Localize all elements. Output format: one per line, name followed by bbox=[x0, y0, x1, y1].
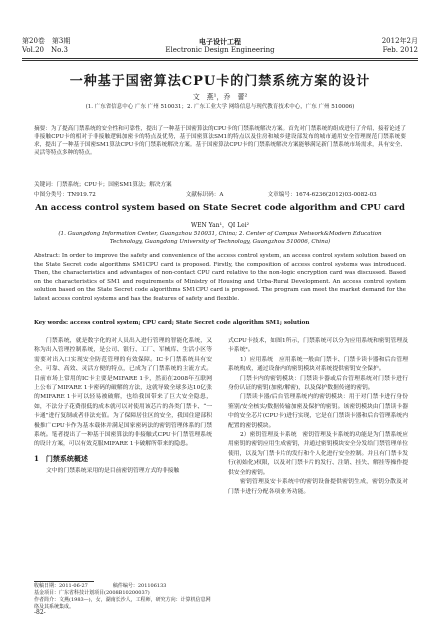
journal-date bbox=[382, 37, 418, 55]
footnotes bbox=[34, 583, 214, 611]
right-paragraph-5: 2）密钥管理及卡系统 密钥管理及卡系统的功能是为门禁系统应用密钥的密钥应用生成密钥，并通过密钥模块安全分发给门禁管理单位使用，以及为门禁卡片的发行和个人化进行安全控制。并且有门禁卡发行(初始化)权限，以及对门禁卡片的发行、注销、挂失、解挂等操作提供安全的密钥。 bbox=[228, 432, 408, 476]
right-paragraph-1: 式CPU卡技术，如图1所示，门禁系统可以分为应用系统和密钥管理及卡系统²。 bbox=[228, 338, 408, 354]
journal-name-cn: 电子设计工程 bbox=[199, 37, 241, 46]
keywords-cn: 关键词：门禁系统；CPU卡；国密SM1算法；解决方案 bbox=[34, 182, 172, 188]
right-paragraph-6: 密钥管理及安卡系统中的密钥设备提供密钥生成，密钥分散及对门禁卡进行分配各项业务功能。 bbox=[228, 479, 408, 495]
right-paragraph-2: 1）应用系统 应用系统一般由门禁卡、门禁卡读卡器和后台管理系统构成，通过设备内的密钥模块对系统提供密钥安全保护。 bbox=[228, 356, 408, 373]
cls-number: 中图分类号：TN919.72 bbox=[34, 192, 96, 198]
paper-affiliation: (1. 广东省信息中心 广东 广州 510031；2. 广东工业大学 网络信息与现代教育技术中心，广东 广州 510006) bbox=[85, 104, 355, 110]
paper-title: 一种基于国密算法CPU卡的门禁系统方案的设计 bbox=[69, 74, 371, 89]
abstract-cn: 摘要：为了提高门禁系统的安全性和可靠性，提出了一种基于国密算法的CPU卡的门禁系统解决方案。首先对门禁系统的组成进行了介绍，接着论述了非接触CPU卡的相对于非接触逻辑加密卡的特点及优势，基于国密算法SM1的特点以及住房和城乡建设部发布的城市通用安全管理规范门禁系统要求，提出了一种基于国密SM1算法CPU卡的门禁系统解决方案。基于国密算法CPU卡的门禁系统解决方案能够满足新门禁系统市场需求，具有安全、灵活等特点多种的特点。 bbox=[34, 126, 406, 156]
journal-name bbox=[140, 37, 300, 55]
journal-name-en: Electronic Design Engineering bbox=[165, 46, 275, 54]
paper-authors: 文 燕¹，乔 蕾² bbox=[192, 93, 248, 101]
header-rule-2 bbox=[22, 60, 418, 61]
section-heading: 1 门禁系统概述 bbox=[34, 453, 88, 463]
intro-paragraph: 门禁系统，就是数字化的对人员出入进行管理的智能化系统，又称为出入管理控制系统，是公司、银行、工厂、军械库、生活小区等需要对出入口实现安全防范管理的有效保障。IC卡门禁系统具有安全、可靠、高效、灵活方便的特点，已成为了门禁系统的主流方式。目前市场上常用的IC卡主要是MIFARE 1卡，然而在2008年互联网上公布了MIFARE 1卡密码的破解的方法，这就导致全球多达10亿张的MIFARE 1卡可以轻易被破解，也给我国带来了巨大安全隐患，如，不法分子花费很低的成本就可以对使用该芯片的各类门禁卡、“一卡通”进行复制或者非法充值。为了保障居住区的安全，我国住建部积极推广CPU卡作为基本载体并满足国家密码法的密钥管理体系的门禁系统。笔者提出了一种基于国密算法的非接触式CPU卡门禁管理系统的设计方案，可以有效克服MIFARE 1卡破解所带来的隐患。 bbox=[34, 338, 212, 448]
english-affiliation: (1. Guangdong Information Center, Guangzhou 510031, China; 2. Center of Campus Network&Modern Education Technology, Guangdong University of Technology, Guangzhou 510006, China) bbox=[58, 231, 382, 245]
volume-cn: 第20卷 第3期 bbox=[22, 37, 71, 45]
body-column-right bbox=[228, 337, 408, 497]
right-paragraph-3: 门禁卡内的密钥模块：门禁读卡器或后台管理系统对门禁卡进行身份认证的密钥(加密/解密)，以及保护数据传递的密钥。 bbox=[228, 375, 408, 392]
right-paragraph-4: 门禁读卡器/后台管理系统内的密钥模块：用于对门禁卡进行身份鉴别/安全核实/数据传输加密及保护的密钥。该密钥模块由门禁读卡器中的安全芯片(CPU卡)进行实现，它是在门禁读卡器和后台管理系统内配置的密钥模块。 bbox=[228, 394, 408, 429]
received-date: 收稿日期：2011-06-27 稿件编号：201106133 bbox=[34, 583, 167, 589]
section-paragraph: 文中的门禁系统采用的是目前密钥管理方式的非接触 bbox=[46, 468, 180, 475]
english-title: An access control system based on State Secret code algorithm and CPU card bbox=[35, 203, 405, 213]
fund-project: 基金项目：广东省科技计划项目(2008B10200037) bbox=[34, 590, 150, 596]
date-cn: 2012年2月 bbox=[381, 37, 418, 45]
body-column-left bbox=[34, 337, 212, 477]
english-keywords: Key words: access control system; CPU card; State Secret code algorithm SM1; solution bbox=[34, 320, 310, 326]
page-number: -82- bbox=[34, 609, 46, 616]
english-authors: WEN Yan¹，QI Lei² bbox=[190, 222, 250, 229]
author-bio: 作者简介：文燕(1983—)，女，湖南长沙人，工程师，研究方向：计算机信息网络及其系统集成。 bbox=[34, 597, 211, 610]
classification-line bbox=[34, 190, 406, 198]
volume-en: Vol.20 No.3 bbox=[22, 46, 68, 54]
english-abstract: Abstract: In order to improve the safety and convenience of the access control system, an access control system solution based on the State Secret code algorithms SM1CPU card is proposed. Firstly, the composition of access control systems was introduced. Then, the characteristics and advantages of non-contact CPU card relative to the non-logic encryption card was discussed. Based on the characteristics of SM1 and requirements of Ministry of Housing and Urba-Rural Development. An access control system solution based on the State Secret code algorithms SM1CPU card is proposed. The program can meet the market demand for the latest access control systems and has the features of safety and flexible. bbox=[34, 253, 406, 302]
journal-volume bbox=[22, 37, 70, 55]
article-number: 文章编号：1674-6236(2012)03-0082-03 bbox=[267, 192, 377, 198]
footnote-rule bbox=[34, 581, 94, 582]
header-rule bbox=[22, 58, 418, 59]
date-en: Feb. 2012 bbox=[382, 46, 418, 54]
doc-code: 文献标识码：A bbox=[185, 192, 224, 198]
